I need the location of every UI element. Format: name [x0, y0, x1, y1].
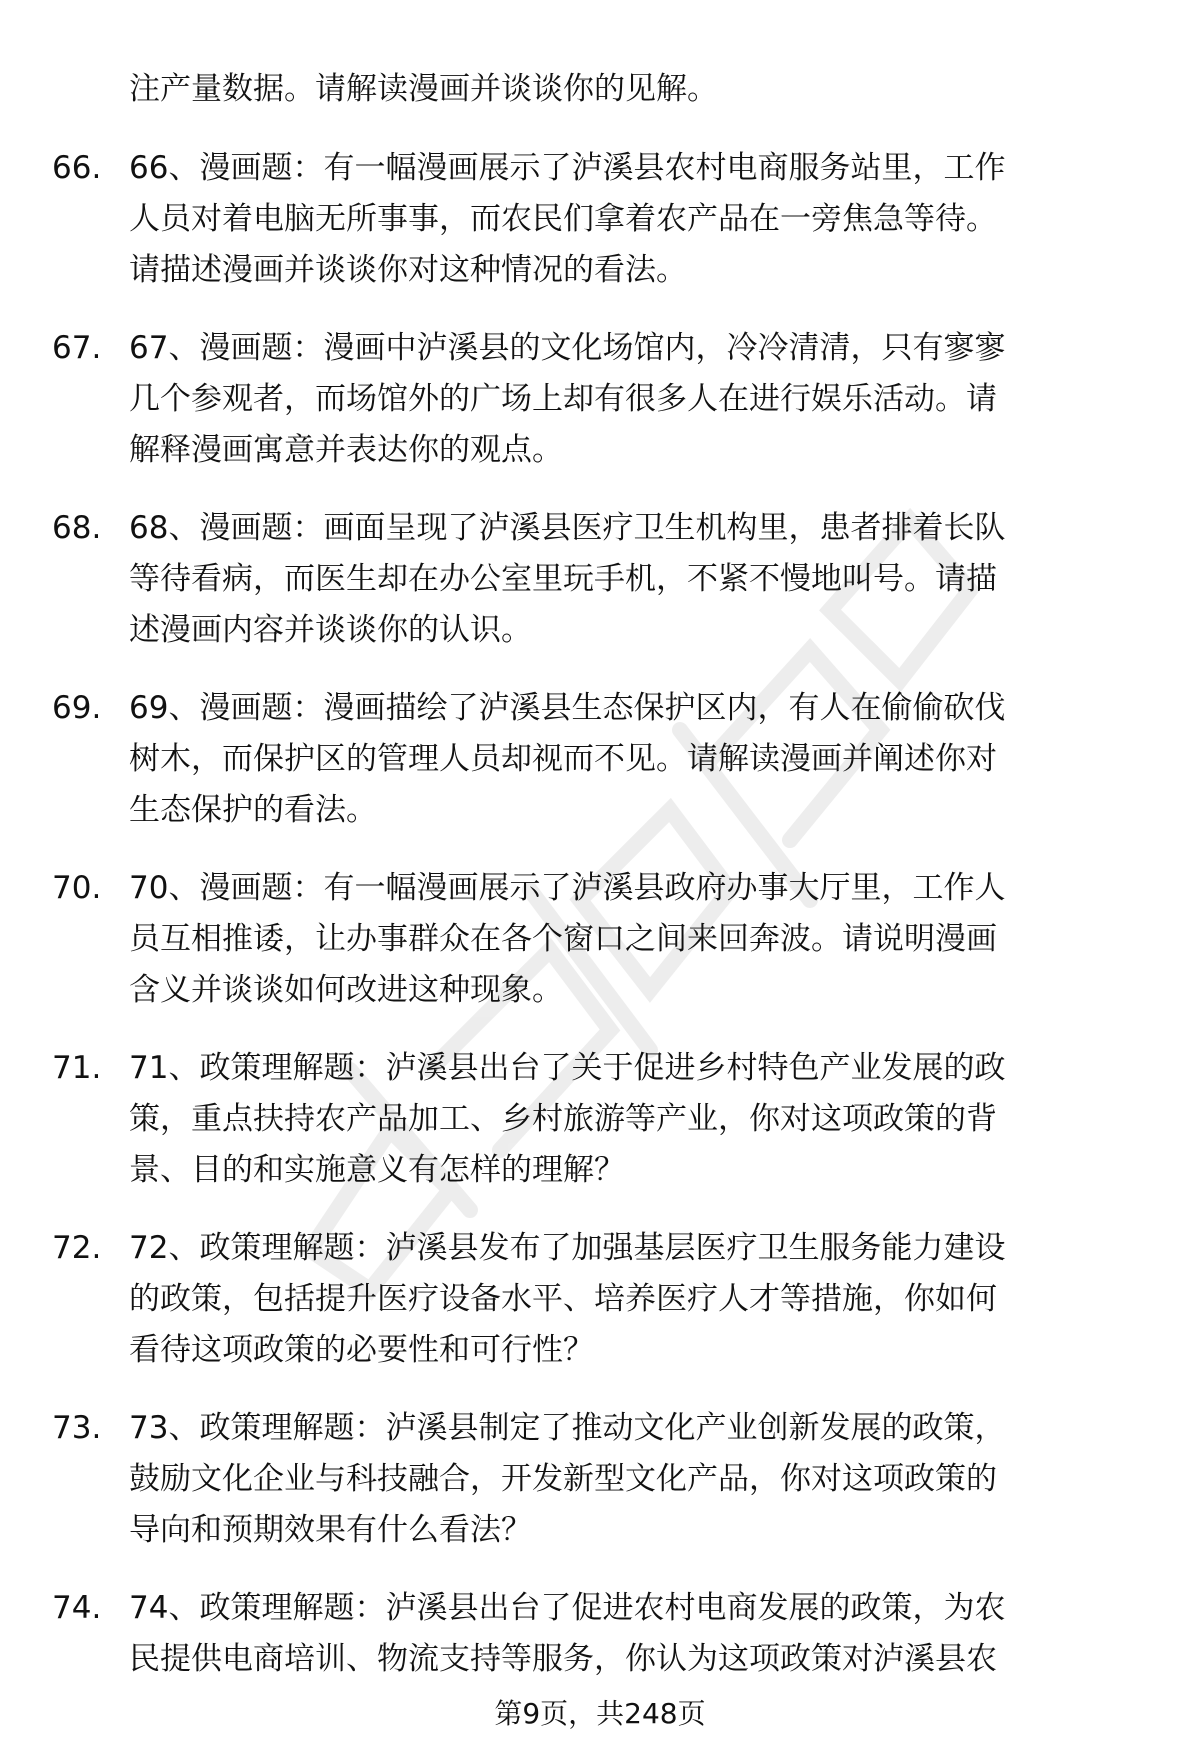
item-line: 73、政策理解题：泸溪县制定了推动文化产业创新发展的政策， — [129, 1410, 1006, 1446]
item-line: 72、政策理解题：泸溪县发布了加强基层医疗卫生服务能力建设 — [129, 1230, 1006, 1266]
page-footer: 第9页，共248页 — [494, 1697, 706, 1730]
item-line: 民提供电商培训、物流支持等服务，你认为这项政策对泸溪县农 — [129, 1641, 997, 1677]
item-line: 鼓励文化企业与科技融合，开发新型文化产品，你对这项政策的 — [129, 1461, 997, 1497]
list-item — [0, 143, 1200, 323]
item-line: 的政策，包括提升医疗设备水平、培养医疗人才等措施，你如何 — [129, 1281, 997, 1317]
continuation-text: 注产量数据。请解读漫画并谈谈你的见解。 — [129, 71, 718, 107]
item-text — [129, 1583, 1159, 1685]
item-line: 生态保护的看法。 — [129, 792, 377, 828]
list-item — [0, 863, 1200, 1043]
item-line: 70、漫画题：有一幅漫画展示了泸溪县政府办事大厅里，工作人 — [129, 870, 1006, 906]
item-line: 述漫画内容并谈谈你的认识。 — [129, 612, 532, 648]
item-line: 67、漫画题：漫画中泸溪县的文化场馆内，冷冷清清，只有寥寥 — [129, 330, 1006, 366]
item-line: 员互相推诿，让办事群众在各个窗口之间来回奔波。请说明漫画 — [129, 921, 997, 957]
item-number: 72. — [52, 1230, 102, 1266]
list-item — [0, 683, 1200, 863]
list-item — [0, 1583, 1200, 1763]
item-text — [129, 1043, 1159, 1196]
item-text — [129, 1403, 1159, 1556]
item-number: 73. — [52, 1410, 102, 1446]
item-line: 看待这项政策的必要性和可行性？ — [129, 1332, 594, 1368]
item-line: 策，重点扶持农产品加工、乡村旅游等产业，你对这项政策的背 — [129, 1101, 997, 1137]
item-number: 71. — [52, 1050, 102, 1086]
list-item — [0, 1403, 1200, 1583]
item-number: 67. — [52, 330, 102, 366]
item-line: 含义并谈谈如何改进这种现象。 — [129, 972, 563, 1008]
item-number: 69. — [52, 690, 102, 726]
list-item — [0, 323, 1200, 503]
item-line: 导向和预期效果有什么看法？ — [129, 1512, 532, 1548]
item-line: 请描述漫画并谈谈你对这种情况的看法。 — [129, 252, 687, 288]
list-item — [0, 503, 1200, 683]
item-line: 人员对着电脑无所事事，而农民们拿着农产品在一旁焦急等待。 — [129, 201, 997, 237]
item-line: 景、目的和实施意义有怎样的理解？ — [129, 1152, 625, 1188]
item-number: 70. — [52, 870, 102, 906]
item-line: 等待看病，而医生却在办公室里玩手机，不紧不慢地叫号。请描 — [129, 561, 997, 597]
item-text — [129, 503, 1159, 656]
item-text — [129, 323, 1159, 476]
item-line: 树木，而保护区的管理人员却视而不见。请解读漫画并阐述你对 — [129, 741, 997, 777]
item-line: 69、漫画题：漫画描绘了泸溪县生态保护区内，有人在偷偷砍伐 — [129, 690, 1006, 726]
item-line: 几个参观者，而场馆外的广场上却有很多人在进行娱乐活动。请 — [129, 381, 997, 417]
item-text — [129, 143, 1159, 296]
item-line: 71、政策理解题：泸溪县出台了关于促进乡村特色产业发展的政 — [129, 1050, 1006, 1086]
item-number: 74. — [52, 1590, 102, 1626]
item-line: 66、漫画题：有一幅漫画展示了泸溪县农村电商服务站里，工作 — [129, 150, 1006, 186]
item-line: 74、政策理解题：泸溪县出台了促进农村电商发展的政策，为农 — [129, 1590, 1006, 1626]
item-text — [129, 863, 1159, 1016]
item-line: 解释漫画寓意并表达你的观点。 — [129, 432, 563, 468]
item-text — [129, 1223, 1159, 1376]
item-number: 66. — [52, 150, 102, 186]
item-text — [129, 683, 1159, 836]
list-item — [0, 1043, 1200, 1223]
question-list — [0, 143, 1200, 1763]
item-number: 68. — [52, 510, 102, 546]
item-line: 68、漫画题：画面呈现了泸溪县医疗卫生机构里，患者排着长队 — [129, 510, 1006, 546]
list-item — [0, 1223, 1200, 1403]
